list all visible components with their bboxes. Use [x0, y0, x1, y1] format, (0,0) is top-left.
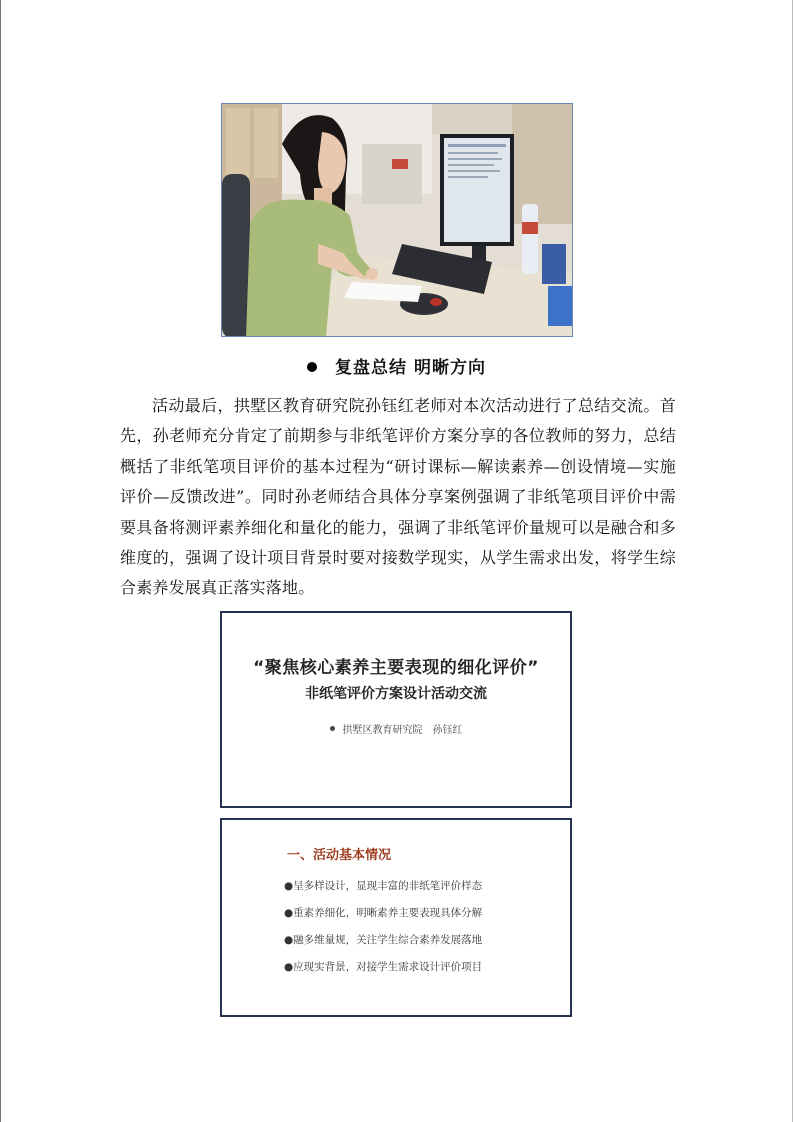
slide-subtitle: 非纸笔评价方案设计活动交流: [305, 686, 487, 702]
presenter-bullet-icon: [330, 726, 335, 731]
slide-overview-card: [220, 818, 572, 1017]
slide-overview-heading: 一、活动基本情况: [287, 848, 392, 863]
teacher-photo: [221, 103, 573, 337]
page-edge-left: [0, 0, 1, 1122]
list-item: ●呈多样设计，显现丰富的非纸笔评价样态: [284, 880, 483, 892]
presenter-org: 拱墅区教育研究院: [342, 725, 423, 736]
slide-presenter: [222, 721, 570, 736]
slide-title: “聚焦核心素养主要表现的细化评价”: [253, 658, 539, 678]
section-heading-text: 复盘总结 明晰方向: [335, 358, 486, 378]
list-item: ●融多维量规，关注学生综合素养发展落地: [284, 934, 483, 946]
list-item: ●重素养细化，明晰素养主要表现具体分解: [284, 907, 483, 919]
section-heading: [0, 356, 793, 380]
summary-paragraph: 活动最后，拱墅区教育研究院孙钰红老师对本次活动进行了总结交流。首先，孙老师充分肯定了前期参与非纸笔评价方案分享的各位教师的努力，总结概括了非纸笔项目评价的基本过程为“研讨课标—解读素养—创设情境—实施评价—反馈改进”。同时孙老师结合具体分享案例强调了非纸笔项目评价中需要具备将测评素养细化和量化的能力，强调了非纸笔评价量规可以是融合和多维度的，强调了设计项目背景时要对接数学现实，从学生需求出发，将学生综合素养发展真正落实落地。: [120, 396, 676, 598]
presenter-name: 孙钰红: [432, 725, 463, 736]
slide-overview-list: [284, 878, 482, 986]
list-item: ●应现实背景，对接学生需求设计评价项目: [284, 961, 483, 973]
slide-title-card: [220, 611, 572, 808]
bullet-icon: [307, 362, 317, 372]
